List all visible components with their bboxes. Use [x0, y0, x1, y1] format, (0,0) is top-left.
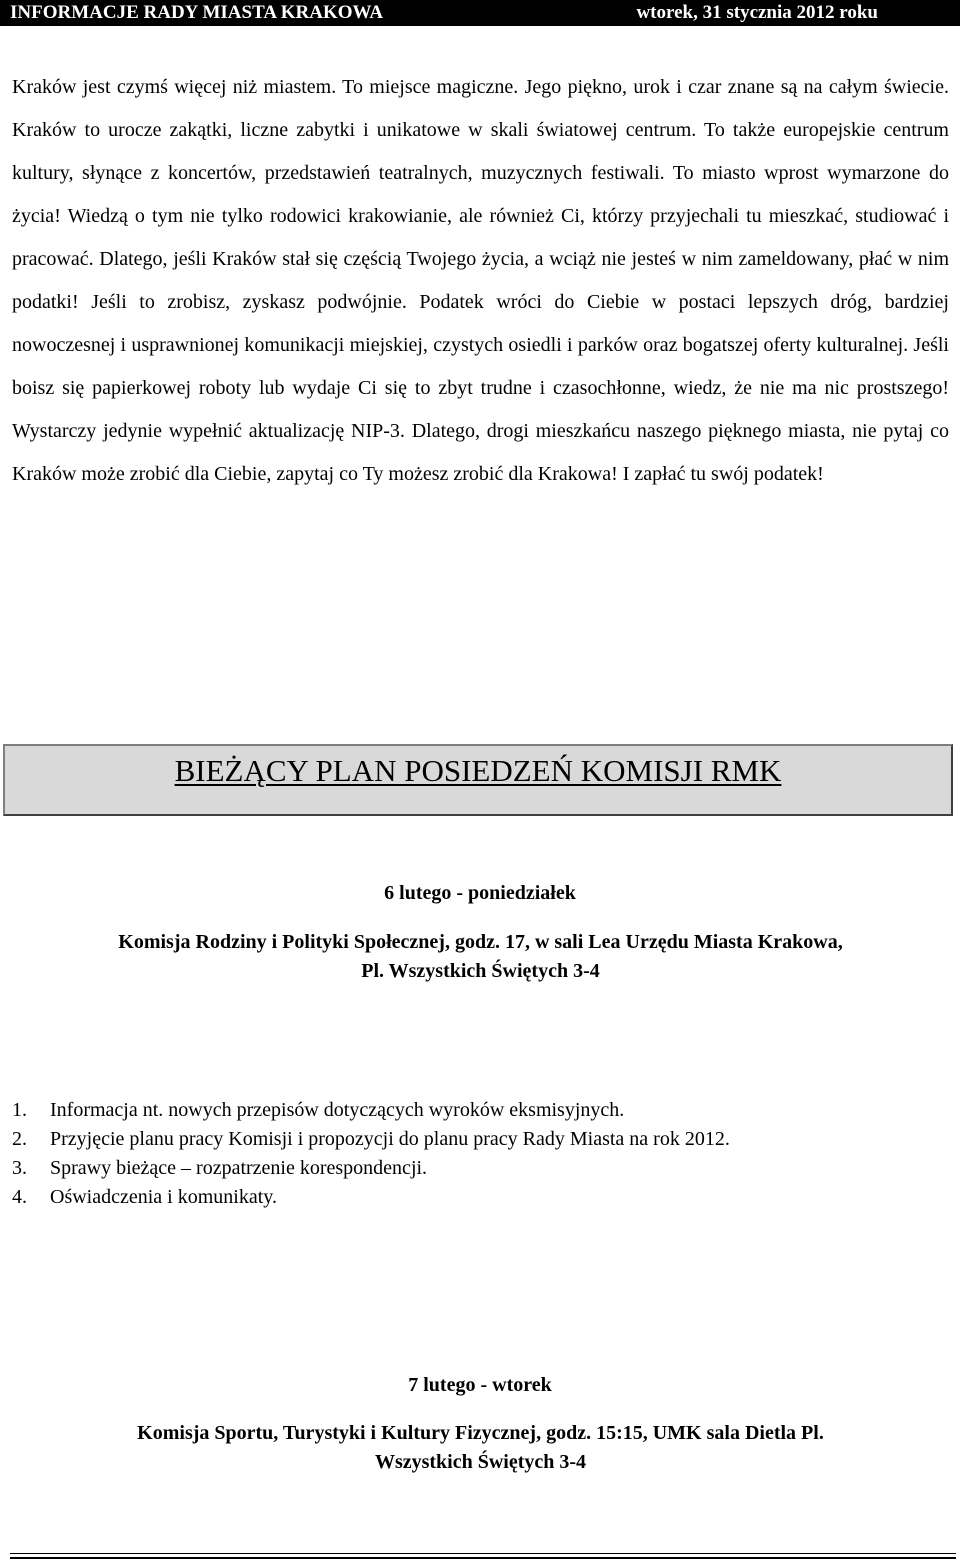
- agenda-item: [12, 1125, 730, 1154]
- agenda-item-text: Przyjęcie planu pracy Komisji i propozycji do planu pracy Rady Miasta na rok 2012.: [50, 1128, 730, 1150]
- agenda-item-number: 1.: [12, 1099, 27, 1121]
- session-1-agenda: [12, 1096, 730, 1212]
- agenda-item-text: Oświadczenia i komunikaty.: [50, 1186, 277, 1208]
- agenda-item: [12, 1183, 730, 1212]
- header-date: wtorek, 31 stycznia 2012 roku: [636, 2, 878, 23]
- session-1-meeting: [12, 928, 949, 986]
- agenda-item-number: 2.: [12, 1128, 27, 1150]
- section-banner-title: BIEŻĄCY PLAN POSIEDZEŃ KOMISJI RMK: [174, 753, 782, 788]
- session-1-meeting-line-2: Pl. Wszystkich Świętych 3-4: [361, 960, 600, 982]
- agenda-item: [12, 1154, 730, 1183]
- header-publication-title: INFORMACJE RADY MIASTA KRAKOWA: [10, 2, 384, 23]
- footer-rule-thin: [10, 1553, 956, 1554]
- session-2-meeting-line-1: Komisja Sportu, Turystyki i Kultury Fizycznej, godz. 15:15, UMK sala Dietla Pl.: [137, 1422, 824, 1444]
- session-2-day: 7 lutego - wtorek: [408, 1374, 552, 1396]
- page-header: [0, 0, 960, 26]
- agenda-item-number: 4.: [12, 1186, 27, 1208]
- session-2-meeting-line-2: Wszystkich Świętych 3-4: [374, 1451, 587, 1473]
- session-1-day: 6 lutego - poniedziałek: [384, 882, 576, 904]
- agenda-item-text: Informacja nt. nowych przepisów dotyczących wyroków eksmisyjnych.: [50, 1099, 625, 1121]
- session-1-meeting-line-1: Komisja Rodziny i Polityki Społecznej, godz. 17, w sali Lea Urzędu Miasta Krakowa,: [118, 931, 843, 953]
- agenda-item-text: Sprawy bieżące – rozpatrzenie korespondencji.: [50, 1157, 428, 1179]
- agenda-item-number: 3.: [12, 1157, 27, 1179]
- section-banner: [3, 744, 953, 816]
- footer-rule-thick: [10, 1557, 956, 1559]
- intro-paragraph: Kraków jest czymś więcej niż miastem. To miejsce magiczne. Jego piękno, urok i czar znane są na całym świecie. Kraków to urocze zakątki, liczne zabytki i unikatowe w skali światowej centrum. To także europejskie centrum kultury, słynące z koncertów, przedstawień teatralnych, muzycznych festiwali. To miasto wprost wymarzone do życia! Wiedzą o tym nie tylko rodowici krakowianie, ale również Ci, którzy przyjechali tu mieszkać, studiować i pracować. Dlatego, jeśli Kraków stał się częścią Twojego życia, a wciąż nie jesteś w nim zameldowany, płać w nim podatki! Jeśli to zrobisz, zyskasz podwójnie. Podatek wróci do Ciebie w postaci lepszych dróg, bardziej nowoczesnej i usprawnionej komunikacji miejskiej, czystych osiedli i parków oraz bogatszej oferty kulturalnej. Jeśli boisz się papierkowej roboty lub wydaje Ci się to zbyt trudne i czasochłonne, wiedz, że nie ma nic prostszego! Wystarczy jedynie wypełnić aktualizację NIP-3. Dlatego, drogi mieszkańcu naszego pięknego miasta, nie pytaj co Kraków może zrobić dla Ciebie, zapytaj co Ty możesz zrobić dla Krakowa! I zapłać tu swój podatek!: [12, 76, 949, 485]
- agenda-item: [12, 1096, 730, 1125]
- session-2-meeting: [12, 1419, 949, 1477]
